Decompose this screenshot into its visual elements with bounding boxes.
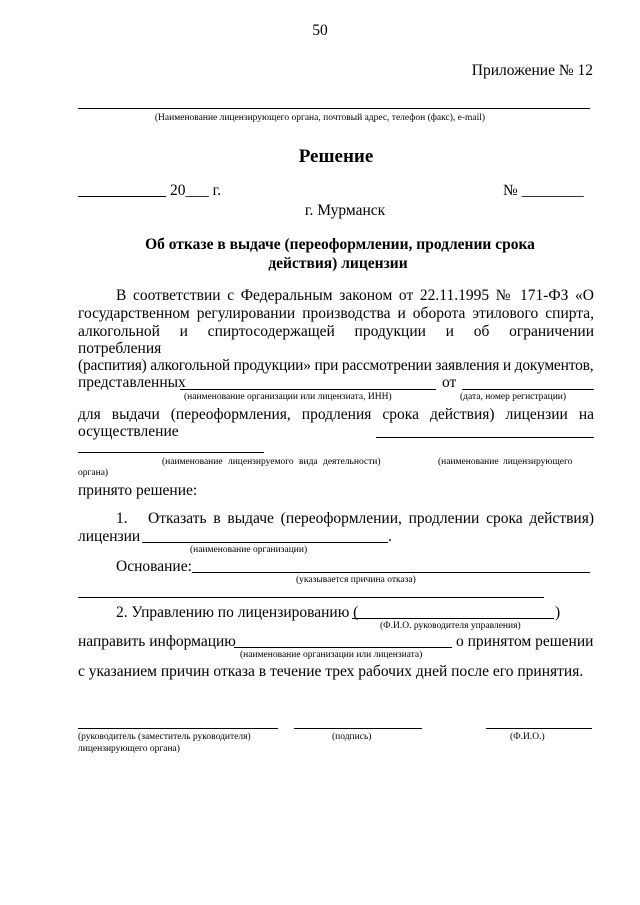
item2-paren-close: ) — [555, 604, 561, 621]
signature-head-caption-1: (руководитель (заместитель руководителя) — [78, 732, 251, 742]
about-decision: о принятом решении — [456, 633, 594, 650]
body-line-8: осуществление — [78, 423, 179, 440]
send-info-line — [234, 647, 452, 648]
caption-authority-1: (наименование лицензирующего — [438, 457, 573, 467]
presented-by-label: представленных — [78, 374, 186, 391]
presented-date-line — [462, 389, 594, 390]
item1-number: 1. — [116, 510, 128, 527]
item1-period: . — [388, 528, 392, 545]
date-line — [78, 196, 166, 197]
date-suffix: 20___ г. — [170, 182, 222, 199]
appendix-label: Приложение № 12 — [471, 62, 593, 79]
body-line-4: потребления — [78, 340, 162, 357]
item1-org-line — [142, 542, 388, 543]
caption-date-reg: (дата, номер регистрации) — [460, 392, 567, 402]
basis-caption: (указывается причина отказа) — [296, 575, 416, 585]
caption-activity: (наименование лицензируемого вида деятельности) — [162, 457, 381, 467]
caption-authority-2: органа) — [78, 468, 109, 478]
item1-text-1: Отказать в выдаче (переоформлении, продлении срока действия) — [148, 510, 594, 527]
caption-org-inn: (наименование организации или лицензиата, ИНН) — [184, 392, 392, 402]
basis-line — [192, 572, 590, 573]
header-line — [78, 108, 590, 109]
signature-sign-line — [294, 728, 422, 729]
doc-title: Решение — [298, 146, 374, 167]
authority-line-right — [376, 437, 594, 438]
item2-fio-line — [352, 618, 554, 619]
city: г. Мурманск — [304, 202, 386, 219]
item2-caption-fio: (Ф.И.О. руководителя управления) — [380, 621, 521, 631]
body-line-5: (распития) алкогольной продукции» при рассмотрении заявления и документов, — [78, 357, 594, 374]
subject-line-2: действия) лицензии — [268, 255, 408, 272]
closing-text: с указанием причин отказа в течение трех рабочих дней после его принятия. — [78, 663, 584, 680]
signature-fio-line — [486, 728, 592, 729]
signature-sign-caption: (подпись) — [332, 732, 372, 742]
signature-fio-caption: (Ф.И.О.) — [510, 732, 545, 742]
presented-org-line — [180, 389, 436, 390]
body-line-1: В соответствии с Федеральным законом от 22.11.1995 № 171-ФЗ «О — [116, 287, 594, 304]
header-caption: (Наименование лицензирующего органа, почтовый адрес, телефон (факс), e-mail) — [154, 113, 486, 123]
page-number: 50 — [312, 22, 328, 39]
from-label: от — [442, 374, 457, 391]
basis-line-2 — [78, 597, 544, 598]
number-field: № ________ — [503, 182, 584, 199]
decision-made: принято решение: — [78, 482, 198, 499]
signature-head-caption-2: лицензирующего органа) — [78, 744, 180, 754]
signature-head-line — [78, 728, 278, 729]
body-line-2: государственном регулировании производства и оборота этилового спирта, — [78, 305, 594, 322]
send-info-label: направить информацию — [78, 633, 236, 650]
item2-text-1: 2. Управлению по лицензированию ( — [116, 604, 359, 621]
basis-label: Основание: — [116, 558, 192, 575]
item1-caption-org: (наименование организации) — [190, 545, 308, 555]
body-line-7: для выдачи (переоформления, продления срока действия) лицензии на — [78, 406, 594, 423]
item2-caption-org: (наименование организации или лицензиата) — [240, 650, 423, 660]
body-line-3: алкогольной и спиртосодержащей продукции и об ограничении — [78, 323, 594, 340]
item1-text-2: лицензии — [78, 528, 141, 545]
subject-line-1: Об отказе в выдаче (переоформлении, продлении срока — [145, 236, 535, 253]
activity-line — [78, 452, 264, 453]
